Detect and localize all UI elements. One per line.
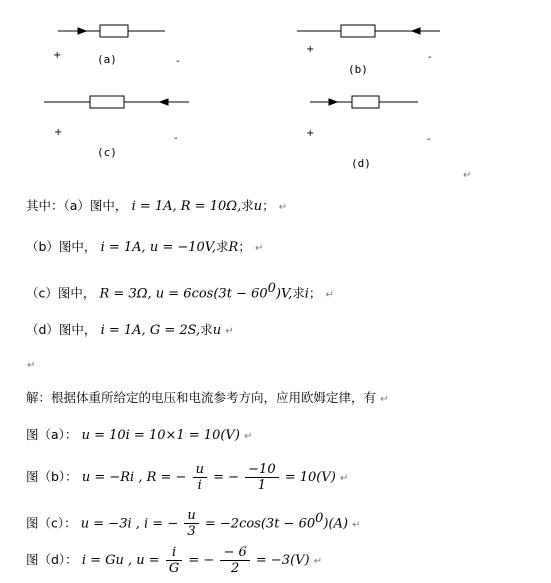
diagram-b-minus: - [428,52,432,63]
question-b-ask: 求 [216,239,229,254]
return-mark: ↵ [313,556,323,567]
solution-c-fraction-1 [184,508,198,539]
diagram-a-circuit [58,25,165,37]
diagram-b-circuit [297,25,440,37]
diagram-d-circuit [310,96,418,108]
diagram-b-label: (b) [348,63,368,76]
question-b-var: R [228,240,239,255]
solution-c-sup: 0 [315,511,324,526]
question-d [26,321,234,341]
solution-b-math2: = − [213,470,240,485]
question-c-math2: )V, [275,286,293,302]
return-mark: ↵ [225,326,234,337]
return-mark: ↵ [278,202,288,213]
solution-c-prefix: 图（c）： [26,515,77,531]
fraction-numerator: i [166,545,182,561]
question-c-tail: ； [308,285,322,301]
question-d-math: i = 1A, G = 2S, [100,323,201,338]
solution-a-prefix: 图（a）： [26,427,78,442]
solution-b [26,460,348,496]
solution-intro [26,389,389,409]
solution-b-prefix: 图（b）： [26,469,78,484]
solution-d-fraction-2 [220,545,249,576]
question-a-var: u [253,199,263,214]
fraction-denominator: i [197,478,202,493]
solution-d-fraction-1 [166,545,182,576]
fraction-numerator: u [193,462,207,478]
solution-d [26,542,322,580]
fraction-denominator: G [168,561,180,576]
solution-c [26,502,361,542]
fraction-numerator: u [184,508,198,524]
question-c-prefix: （c）图中， [26,285,96,301]
diagram-a-label: (a) [97,53,117,66]
circuit-diagrams [0,0,551,180]
fraction-denominator: 2 [230,561,240,576]
question-d-ask: 求 [200,322,213,337]
diagram-d-minus: - [427,134,431,145]
solution-d-math2: = − [188,553,215,568]
return-mark: ↵ [380,394,389,405]
fraction-denominator: 3 [187,524,196,540]
solution-intro-text: 解：根据体重所给定的电压和电流参考方向，应用欧姆定律，有 [26,390,377,405]
question-a [26,197,287,217]
return-mark: ↵ [244,431,253,442]
solution-b-fraction-2 [245,462,278,493]
question-a-prefix: 其中：（a）图中， [26,198,128,213]
solution-b-math3: = 10(V) [284,470,336,485]
diagram-c-label: (c) [97,146,117,159]
question-d-prefix: （d）图中， [26,322,97,337]
fraction-numerator: −10 [245,462,278,478]
diagram-b-plus: + [306,44,315,55]
diagram-c-circuit [44,96,189,108]
question-c [26,280,334,304]
solution-d-math3: = −3(V) [255,553,310,568]
question-c-ask: 求 [292,285,305,301]
question-a-ask: 求 [241,198,254,213]
question-b-prefix: （b）图中， [26,239,97,254]
diagram-a-minus: - [176,56,180,67]
solution-d-prefix: 图（d）： [26,552,78,567]
question-c-sup: 0 [267,281,276,296]
return-mark: ↵ [325,289,334,301]
solution-d-math1: i = Gu , u = [81,553,160,568]
question-c-math: R = 3Ω, u = 6cos(3t − 60 [99,286,268,302]
return-mark: ↵ [352,519,361,531]
question-b [26,238,263,258]
return-mark: ↵ [463,170,472,181]
diagram-a-plus: + [53,50,62,61]
fraction-denominator: 1 [257,478,267,493]
diagram-c-plus: + [54,127,63,138]
diagram-c-minus: - [174,133,178,144]
question-a-tail: ； [262,198,275,213]
solution-c-math1: u = −3i , i = − [80,516,179,532]
diagram-d-plus: + [306,128,315,139]
return-mark: ↵ [27,360,36,371]
return-mark: ↵ [339,473,349,484]
question-b-math: i = 1A, u = −10V, [100,240,217,255]
diagram-d-label: (d) [351,157,371,170]
question-d-var: u [212,323,222,338]
question-a-math: i = 1A, R = 10Ω, [131,199,242,214]
fraction-numerator: − 6 [220,545,249,561]
return-mark: ↵ [255,243,264,254]
solution-b-math1: u = −Ri , R = − [81,470,187,485]
solution-b-fraction-1 [193,462,207,493]
solution-c-math2: = −2cos(3t − 60 [204,516,316,532]
question-b-tail: ； [238,239,251,254]
solution-a-math: u = 10i = 10×1 = 10(V) [81,428,240,443]
question-c-var: i [304,286,309,302]
solution-a [26,426,252,446]
solution-c-math3: )(A) [323,516,349,532]
